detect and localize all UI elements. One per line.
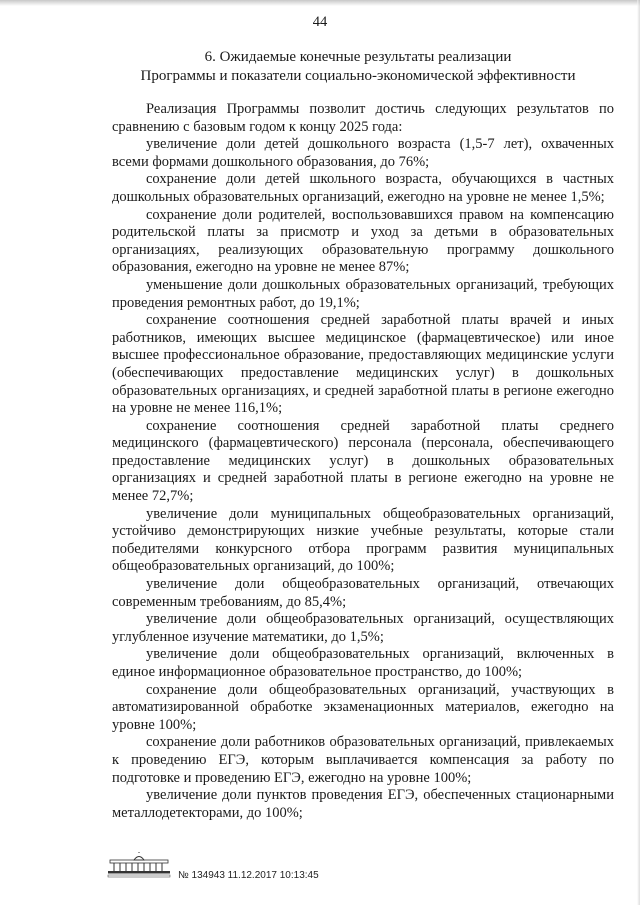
heading-line-1: 6. Ожидаемые конечные результаты реализации [204,49,512,65]
paragraph-item: увеличение доли пунктов проведения ЕГЭ, обеспеченных стационарными металлодетекторами, до 100%; [112,787,614,821]
page-number: 44 [312,14,328,30]
paragraph-item: увеличение доли детей дошкольного возраста (1,5-7 лет), охваченных всеми формами дошкольного образования, до 76%; [112,136,614,170]
building-stamp-icon [104,852,174,878]
paragraph-item: сохранение соотношения средней заработной платы среднего медицинского (фармацевтического) персонала (персонала, обеспечивающего предоставление медицинских услуг) в дошкольных образовательных организациях и средней заработной платы в регионе ежегодно на уровне не менее 72,7%; [112,417,614,505]
document-registration-number: № 134943 11.12.2017 10:13:45 [178,870,319,881]
document-body [112,101,614,822]
paragraph-item: сохранение соотношения средней заработной платы врачей и иных работников, имеющих высшее медицинское (фармацевтическое) или иное высшее профессиональное образование, предоставляющих медицинские услуги (обеспечивающих предоставление медицинских услуг) в дошкольных образовательных организациях, и средней заработной платы в регионе ежегодно на уровне не менее 116,1%; [112,312,614,417]
paragraph-item: уменьшение доли дошкольных образовательных организаций, требующих проведения ремонтных работ, до 19,1%; [112,276,614,311]
paragraph-item: увеличение доли муниципальных общеобразовательных организаций, устойчиво демонстрирующих низкие учебные результаты, которые стали победителями конкурсного отбора программ развития муниципальных общеобразовательных организаций, до 100%; [112,505,614,575]
paragraph-item: сохранение доли детей школьного возраста, обучающихся в частных дошкольных образовательных организаций, ежегодно на уровне не менее 1,5%; [112,171,614,205]
paragraph-item: сохранение доли общеобразовательных организаций, участвующих в автоматизированной обработке экзаменационных материалов, ежегодно на уровне 100%; [112,681,614,733]
heading-line-2: Программы и показатели социально-экономической эффективности [140,68,576,84]
paragraph-item: сохранение доли родителей, воспользовавшихся правом на компенсацию родительской платы за присмотр и уход за детьми в образовательных организациях, реализующих образовательную программу дошкольного образования, ежегодно на уровне не менее 87%; [112,206,614,276]
section-heading [108,48,608,86]
paragraph-item: сохранение доли работников образовательных организаций, привлекаемых к проведению ЕГЭ, которым выплачивается компенсация за работу по подготовке и проведению ЕГЭ, ежегодно на уровне 100%; [112,734,614,786]
paragraph-item: увеличение доли общеобразовательных организаций, включенных в единое информационное образовательное пространство, до 100%; [112,646,614,680]
paragraph-intro: Реализация Программы позволит достичь следующих результатов по сравнению с базовым годом к концу 2025 года: [112,101,614,135]
scan-edge-top [0,0,640,6]
paragraph-item: увеличение доли общеобразовательных организаций, отвечающих современным требованиям, до 85,4%; [112,576,614,610]
paragraph-item: увеличение доли общеобразовательных организаций, осуществляющих углубленное изучение математики, до 1,5%; [112,611,614,645]
